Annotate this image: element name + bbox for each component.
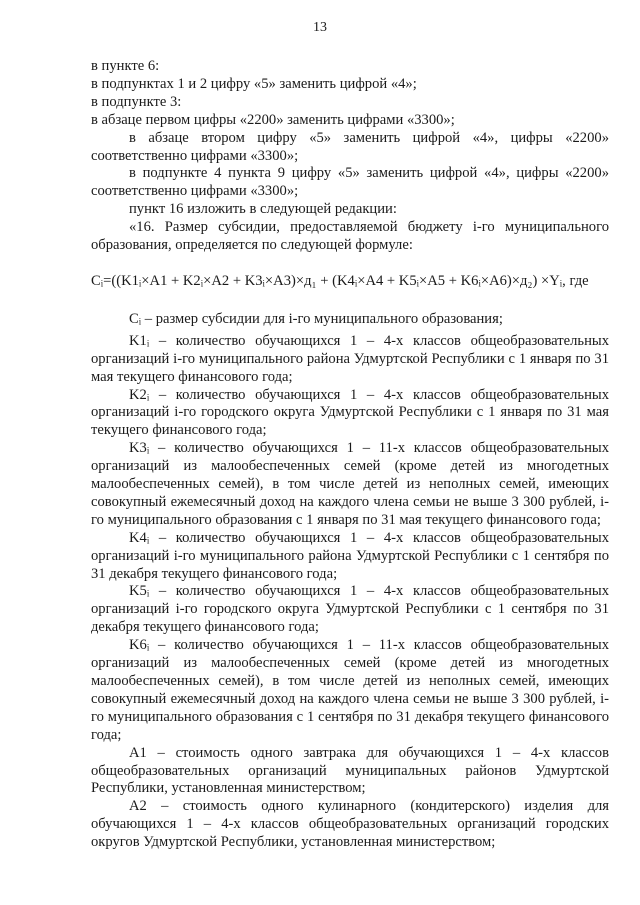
paragraph: в подпункте 4 пункта 9 цифру «5» заменить цифрой «4», цифры «2200» соответственно цифрами «3300»; (91, 165, 609, 200)
paragraph: в подпунктах 1 и 2 цифру «5» заменить цифрой «4»; (91, 75, 417, 92)
paragraph: в пункте 6: (91, 58, 160, 74)
definition-item: K4ᵢ – количество обучающихся 1 – 4-х классов общеобразовательных организаций i-го муниципального района Удмуртской Республики с 1 сентября по 31 декабря текущего финансового года; (91, 529, 609, 582)
definitions-list (91, 311, 609, 852)
definition-item: K2ᵢ – количество обучающихся 1 – 4-х классов общеобразовательных организаций i-го городского округа Удмуртской Республики с 1 января по 31 мая текущего финансового года; (91, 386, 609, 439)
paragraph: пункт 16 изложить в следующей редакции: (129, 201, 397, 218)
definition-item: K1ᵢ – количество обучающихся 1 – 4-х классов общеобразовательных организаций i-го муниципального района Удмуртской Республики с 1 января по 31 мая текущего финансового года; (91, 332, 609, 385)
definition-item: K6ᵢ – количество обучающихся 1 – 11-х классов общеобразовательных организаций из малообеспеченных семей (кроме детей из многодетных малообеспеченных семей), в том числе детей из неполных семей, имеющих совокупный ежемесячный доход на каждого члена семьи не выше 3 300 рублей, i-го муниципального образования с 1 сентября по 31 декабря текущего финансового года; (91, 637, 609, 743)
paragraph: в абзаце первом цифры «2200» заменить цифрами «3300»; (91, 111, 455, 128)
paragraph: в подпункте 3: (91, 93, 182, 110)
definition-item: A1 – стоимость одного завтрака для обучающихся 1 – 4-х классов общеобразовательных организаций муниципальных районов Удмуртской Республики, установленная министерством; (91, 744, 609, 797)
page-number: 13 (313, 20, 327, 35)
definition-item: A2 – стоимость одного кулинарного (кондитерского) изделия для обучающихся 1 – 4-х классов общеобразовательных организаций городских округов Удмуртской Республики, установленная министерством; (91, 798, 609, 851)
definition-item: K3ᵢ – количество обучающихся 1 – 11-х классов общеобразовательных организаций из малообеспеченных семей (кроме детей из многодетных малообеспеченных семей), в том числе детей из неполных семей, имеющих совокупный ежемесячный доход на каждого члена семьи не выше 3 300 рублей, i-го муниципального образования с 1 января по 31 мая текущего финансового года; (91, 440, 609, 528)
document-body (91, 58, 609, 852)
subsidy-formula: Cᵢ=((K1ᵢ×A1 + K2ᵢ×A2 + K3ᵢ×A3)×д₁ + (K4ᵢ×A4 + K5ᵢ×A5 + K6ᵢ×A6)×д₂) ×Yᵢ, где (91, 272, 589, 289)
definition-item: Cᵢ – размер субсидии для i-го муниципального образования; (129, 310, 503, 327)
definition-item: K5ᵢ – количество обучающихся 1 – 4-х классов общеобразовательных организаций i-го городского округа Удмуртской Республики с 1 сентября по 31 декабря текущего финансового года; (91, 583, 609, 636)
paragraph: «16. Размер субсидии, предоставляемой бюджету i-го муниципального образования, определяется по следующей формуле: (91, 219, 609, 254)
paragraph: в абзаце втором цифру «5» заменить цифрой «4», цифры «2200» соответственно цифрами «3300»; (91, 129, 609, 164)
